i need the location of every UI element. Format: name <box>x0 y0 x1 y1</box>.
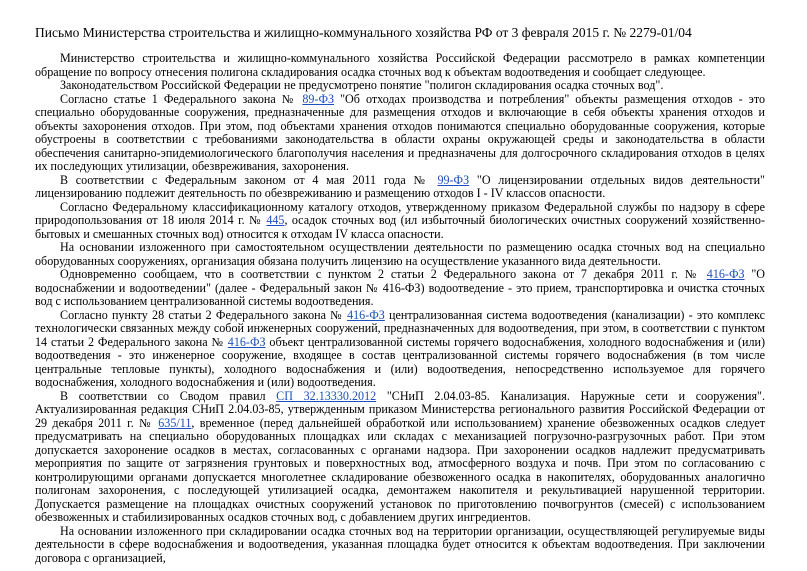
order-445-link[interactable]: 445 <box>266 213 285 227</box>
paragraph-license: На основании изложенного при самостоятельном осуществлении деятельности по размещению осадка сточных вод на специально оборудованных сооружениях, организация обязана получить лицензию на осуществление указанного вида деятельности. <box>35 240 765 268</box>
paragraph-catalog: Согласно Федеральному классификационному каталогу отходов, утвержденному приказом Федеральной службы по надзору в сфере природопользования от 18 июля 2014 г. № 445, осадок сточных вод (ил избыточный биологических очистных сооружений хозяйственно-бытовых и смешанных сточных вод) относится к отходам IV класса опасности. <box>35 199 766 241</box>
paragraph-conclusion: На основании изложенного при складировании осадка сточных вод на территории организации, осуществляющей регулируемые виды деятельности в сфере водоснабжения и водоотведения, указанная площадка будет относится к объектам водоотведения. При заключении договора с организацией, <box>35 523 765 565</box>
document-title: Письмо Министерства строительства и жилищно-коммунального хозяйства РФ от 3 февраля 2015 г. № 2279-01/04 <box>35 25 692 40</box>
paragraph-law-99: В соответствии с Федеральным законом от 4 мая 2011 года № 99-ФЗ "О лицензировании отдельных видов деятельности" лицензированию подлежит деятельность по обезвреживанию и размещению отходов I - IV классов опасности. <box>35 172 765 200</box>
document-body <box>35 52 765 565</box>
law-99-fz-link[interactable]: 99-ФЗ <box>437 172 470 187</box>
paragraph-intro: Министерство строительства и жилищно-коммунального хозяйства Российской Федерации рассмотрело в рамках компетенции обращение по вопросу отнесения полигона складирования осадка сточных вод к объектам водоотведения и сообщает следующее. <box>35 51 765 79</box>
paragraph-law-89: Согласно статье 1 Федерального закона № 89-ФЗ "Об отходах производства и потребления" объекты размещения отходов - это специально оборудованные сооружения, предназначенные для размещения отходов и включающие в себя объекты хранения отходов и объекты захоронения отходов. При этом, под объектами хранения отходов понимаются специально оборудованные сооружения, которые обустроены в соответствии с требованиями законодательства в области охраны окружающей среды и законодательства в области обеспечения санитарно-эпидемиологического благополучия населения и предназначены для долгосрочного складирования отходов в целях их последующих утилизации, обезвреживания, захоронения. <box>35 91 765 173</box>
law-416-fz-link[interactable]: 416-ФЗ <box>227 334 266 349</box>
order-635-11-link[interactable]: 635/11 <box>158 415 192 430</box>
paragraph-centralized-system: Согласно пункту 28 статьи 2 Федерального закона № 416-ФЗ централизованная система водоотведения (канализации) - это комплекс технологически связанных между собой инженерных сооружений, предназначенных для водоотведения, при этом, в соответствии с пунктом 14 статьи 2 Федерального закона № 416-ФЗ объект централизованной системы горячего водоснабжения, холодного водоснабжения и (или) водоотведения - это инженерное сооружение, входящее в состав централизованной системы горячего водоснабжения (в том числе центральные тепловые пункты), холодного водоснабжения и (или) водоотведения, непосредственно используемое для горячего водоснабжения, холодного водоснабжения и (или) водоотведения. <box>35 307 765 389</box>
paragraph-law-416: Одновременно сообщаем, что в соответствии с пунктом 2 статьи 2 Федерального закона от 7 декабря 2011 г. № 416-ФЗ "О водоснабжении и водоотведении" (далее - Федеральный закон № 416-ФЗ) водоотведение - это прием, транспортировка и очистка сточных вод с использованием централизованной системы водоотведения. <box>35 267 765 308</box>
sp-32-13330-link[interactable]: СП 32.13330.2012 <box>276 388 377 403</box>
law-89-fz-link[interactable]: 89-ФЗ <box>302 91 335 106</box>
paragraph-definition: Законодательством Российской Федерации не предусмотрено понятие "полигон складирования осадка сточных вод". <box>60 78 664 92</box>
law-416-fz-link[interactable]: 416-ФЗ <box>706 267 745 281</box>
paragraph-building-code: В соответствии со Сводом правил СП 32.13330.2012 "СНиП 2.04.03-85. Канализация. Наружные сети и сооружения". Актуализированная редакция СНиП 2.04.03-85, утвержденным приказом Министерства регионального развития Российской Федерации от 29 декабря 2011 г. № 635/11, временное (перед дальнейшей обработкой или использованием) хранение обезвоженных осадков следует предусматривать на специально оборудованных площадках или складах с механизацией погрузочно-разгрузочных работ. При этом допускается захоронение осадков в местах, согласованных с органами надзора. При захоронении осадков надлежит предусматривать мероприятия по защите от загрязнения грунтовых и поверхностных вод, атмосферного воздуха и почв. При этом по согласованию с контролирующими органами допускается многолетнее складирование обезвоженного осадка в накопителях, оборудованных аналогично полигонам захоронения, с последующей утилизацией осадка, демонтажем накопителя и рекультивацией нарушенной территории. Допускается размещение на площадках очистных сооружений установок по приготовлению почвогрунтов (смесей) с использованием обезвоженных и стабилизированных осадков сточных вод, с добавлением других ингредиентов. <box>35 388 766 524</box>
law-416-fz-link[interactable]: 416-ФЗ <box>347 307 385 322</box>
